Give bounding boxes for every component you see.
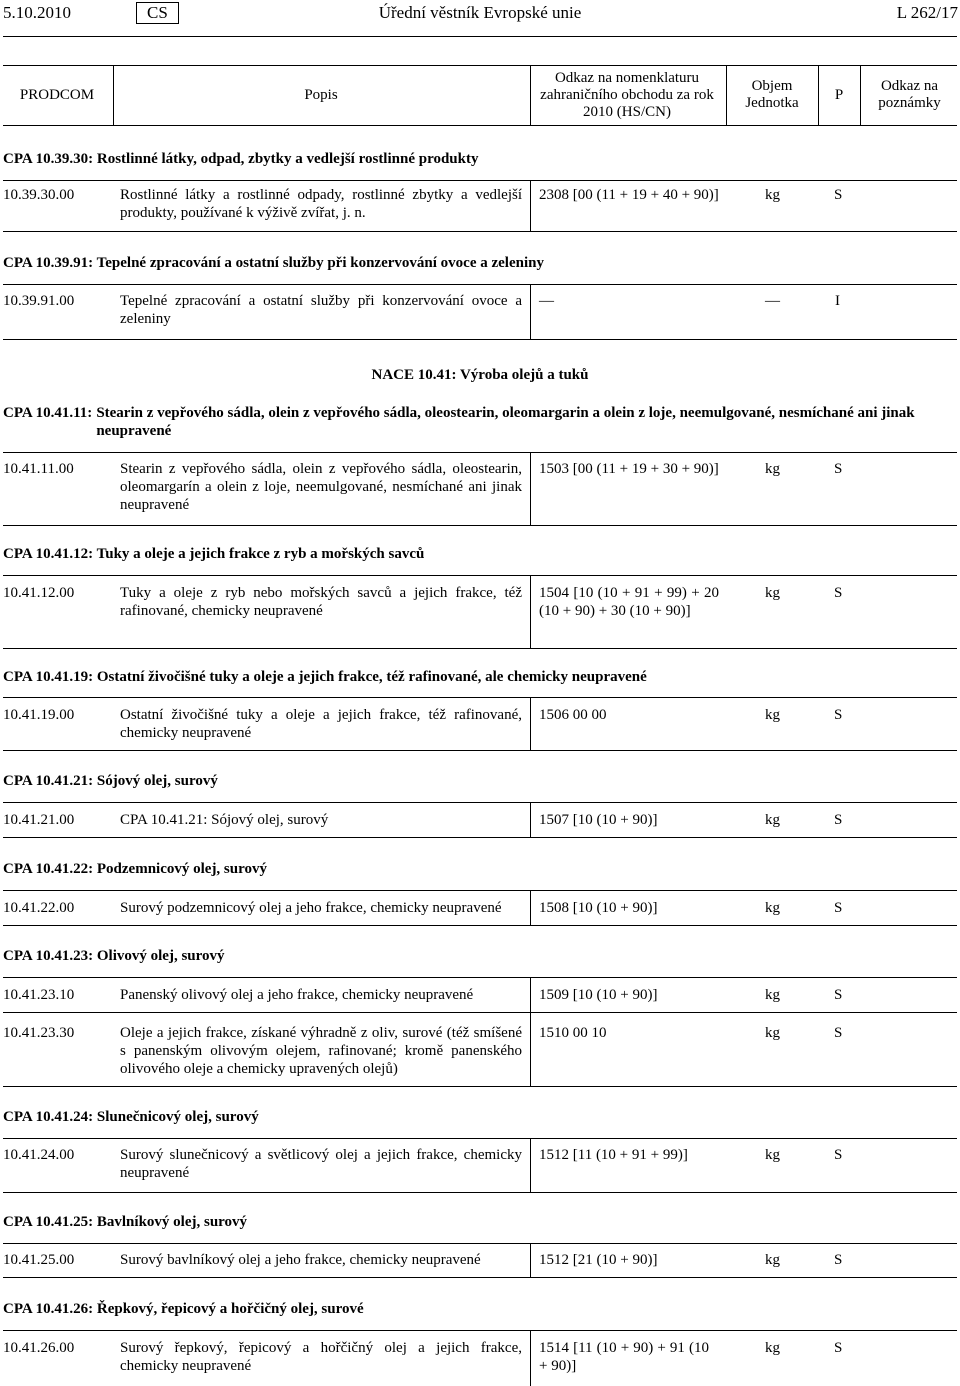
p-flag: S xyxy=(834,1340,843,1356)
unit: kg xyxy=(765,1147,780,1163)
p-flag: S xyxy=(834,461,843,477)
unit: kg xyxy=(765,1340,780,1356)
p-flag: S xyxy=(834,187,843,203)
row-rule xyxy=(3,339,957,340)
row-description: Oleje a jejich frakce, získané výhradně z oliv, surové (též smíšené s panenským olivovým olejem, rafinované; kromě panenského olivového oleje a chemicky upravených olejů) xyxy=(120,1025,522,1077)
unit: kg xyxy=(765,187,780,203)
col-prodcom: PRODCOM xyxy=(19,86,95,103)
hs-reference: — xyxy=(539,293,554,309)
row-rule xyxy=(3,180,957,181)
unit: — xyxy=(765,293,780,309)
col-jednotka: Jednotka xyxy=(745,95,799,111)
col-divider xyxy=(530,453,531,525)
hs-reference: 1508 [10 (10 + 90)] xyxy=(539,900,658,916)
hs-reference: 1510 00 10 xyxy=(539,1025,607,1041)
hs-reference: 1503 [00 (11 + 19 + 30 + 90)] xyxy=(539,461,719,477)
col-divider xyxy=(530,1013,531,1086)
unit: kg xyxy=(765,1025,780,1041)
cpa-heading: CPA 10.41.25: Bavlníkový olej, surový xyxy=(3,1214,248,1230)
col-divider xyxy=(530,181,531,231)
cpa-heading: CPA 10.41.23: Olivový olej, surový xyxy=(3,948,225,964)
unit: kg xyxy=(765,900,780,916)
col-objem-jednotka xyxy=(728,66,816,124)
row-rule xyxy=(3,750,957,751)
prodcom-code: 10.41.24.00 xyxy=(3,1147,75,1163)
row-rule xyxy=(3,925,957,926)
col-divider xyxy=(530,285,531,339)
prodcom-code: 10.41.21.00 xyxy=(3,812,75,828)
row-rule xyxy=(3,1012,957,1013)
cpa-heading: CPA 10.41.12: Tuky a oleje a jejich frakce z ryb a mořských savců xyxy=(3,546,425,562)
row-description: Tepelné zpracování a ostatní služby při konzervování ovoce a zeleniny xyxy=(120,293,522,327)
col-divider xyxy=(726,66,727,125)
unit: kg xyxy=(765,1252,780,1268)
col-divider xyxy=(530,1331,531,1386)
col-divider xyxy=(530,978,531,1012)
row-description: Surový řepkový, řepicový a hořčičný olej a jejich frakce, chemicky neupravené xyxy=(120,1340,522,1374)
unit: kg xyxy=(765,585,780,601)
col-divider xyxy=(530,66,531,125)
col-divider xyxy=(530,1244,531,1277)
p-flag: S xyxy=(834,1147,843,1163)
row-rule xyxy=(3,802,957,803)
p-flag: S xyxy=(834,585,843,601)
row-description: Surový podzemnicový olej a jeho frakce, chemicky neupravené xyxy=(120,900,502,916)
row-description: CPA 10.41.21: Sójový olej, surový xyxy=(120,812,329,828)
col-p: P xyxy=(834,86,844,103)
row-rule xyxy=(3,1277,957,1278)
cpa-heading: CPA 10.41.24: Slunečnicový olej, surový xyxy=(3,1109,259,1125)
col-divider xyxy=(530,1139,531,1192)
row-rule xyxy=(3,1243,957,1244)
row-description: Rostlinné látky a rostlinné odpady, rostlinné zbytky a vedlejší produkty, používané k výživě zvířat, j. n. xyxy=(120,187,522,221)
journal-title: Úřední věstník Evropské unie xyxy=(378,3,582,22)
p-flag: I xyxy=(835,293,840,309)
cpa-heading: CPA 10.41.21: Sójový olej, surový xyxy=(3,773,218,789)
column-header-bottom-rule xyxy=(3,125,957,126)
hs-reference: 1506 00 00 xyxy=(539,707,607,723)
row-rule xyxy=(3,648,957,649)
row-rule xyxy=(3,890,957,891)
col-odkaz-hs: Odkaz na nomenklaturu zahraničního obchodu za rok 2010 (HS/CN) xyxy=(540,69,714,120)
col-divider xyxy=(860,66,861,125)
col-popis: Popis xyxy=(304,86,338,103)
col-objem: Objem xyxy=(751,78,793,94)
prodcom-code: 10.41.26.00 xyxy=(3,1340,75,1356)
prodcom-code: 10.41.11.00 xyxy=(3,461,74,477)
col-divider xyxy=(530,891,531,925)
row-rule xyxy=(3,1192,957,1193)
row-description: Tuky a oleje z ryb nebo mořských savců a jejich frakce, též rafinované, chemicky neupravené xyxy=(120,585,522,619)
row-rule xyxy=(3,575,957,576)
prodcom-code: 10.41.25.00 xyxy=(3,1252,75,1268)
cpa-heading-text xyxy=(3,404,953,440)
p-flag: S xyxy=(834,707,843,723)
row-rule xyxy=(3,284,957,285)
issue-date: 5.10.2010 xyxy=(3,3,71,22)
hs-reference: 1504 [10 (10 + 91 + 99) + 20 (10 + 90) + 30 (10 + 90)] xyxy=(539,585,719,619)
hs-reference: 1509 [10 (10 + 90)] xyxy=(539,987,658,1003)
row-description: Panenský olivový olej a jeho frakce, chemicky neupravené xyxy=(120,987,474,1003)
nace-heading: NACE 10.41: Výroba olejů a tuků xyxy=(371,367,589,383)
row-rule xyxy=(3,452,957,453)
hs-reference: 1514 [11 (10 + 90) + 91 (10 + 90)] xyxy=(539,1340,709,1374)
hs-reference: 1507 [10 (10 + 90)] xyxy=(539,812,658,828)
row-rule xyxy=(3,697,957,698)
cpa-heading: CPA 10.41.19: Ostatní živočišné tuky a oleje a jejich frakce, též rafinované, ale chemicky neupravené xyxy=(3,669,647,685)
row-rule xyxy=(3,1086,957,1087)
col-poznamky: Odkaz na poznámky xyxy=(878,78,941,111)
unit: kg xyxy=(765,987,780,1003)
cpa-title: Stearin z vepřového sádla, olein z vepřového sádla, oleostearin, oleomargarin a olein z loje, neemulgované, nesmíchané ani jinak neupravené xyxy=(96,405,915,439)
row-description: Surový bavlníkový olej a jeho frakce, chemicky neupravené xyxy=(120,1252,481,1268)
row-description: Stearin z vepřového sádla, olein z vepřového sádla, oleostearin, oleomargarín a olein z loje, neemulgované, nesmíchané ani jinak neupravené xyxy=(120,461,522,513)
p-flag: S xyxy=(834,987,843,1003)
prodcom-code: 10.41.23.30 xyxy=(3,1025,75,1041)
cpa-heading: CPA 10.41.26: Řepkový, řepicový a hořčičný olej, surové xyxy=(3,1301,364,1317)
hs-reference: 2308 [00 (11 + 19 + 40 + 90)] xyxy=(539,187,719,203)
unit: kg xyxy=(765,812,780,828)
col-divider xyxy=(530,803,531,837)
prodcom-code: 10.41.19.00 xyxy=(3,707,75,723)
row-rule xyxy=(3,1330,957,1331)
p-flag: S xyxy=(834,812,843,828)
prodcom-code: 10.41.23.10 xyxy=(3,987,75,1003)
hs-reference: 1512 [21 (10 + 90)] xyxy=(539,1252,658,1268)
page-number: L 262/17 xyxy=(896,3,958,22)
p-flag: S xyxy=(834,900,843,916)
page-header xyxy=(0,0,960,30)
unit: kg xyxy=(765,707,780,723)
row-rule xyxy=(3,1138,957,1139)
col-divider xyxy=(530,576,531,648)
row-description: Surový slunečnicový a světlicový olej a jejich frakce, chemicky neupravené xyxy=(120,1147,522,1181)
cpa-heading: CPA 10.39.91: Tepelné zpracování a ostatní služby při konzervování ovoce a zeleniny xyxy=(3,255,544,271)
row-rule xyxy=(3,837,957,838)
col-divider xyxy=(530,698,531,750)
header-rule xyxy=(3,36,957,37)
p-flag: S xyxy=(834,1025,843,1041)
col-divider xyxy=(818,66,819,125)
cpa-heading: CPA 10.39.30: Rostlinné látky, odpad, zbytky a vedlejší rostlinné produkty xyxy=(3,151,479,167)
hs-reference: 1512 [11 (10 + 91 + 99)] xyxy=(539,1147,688,1163)
cpa-heading: CPA 10.41.22: Podzemnicový olej, surový xyxy=(3,861,268,877)
p-flag: S xyxy=(834,1252,843,1268)
row-rule xyxy=(3,525,957,526)
row-description: Ostatní živočišné tuky a oleje a jejich frakce, též rafinované, chemicky neupravené xyxy=(120,707,522,741)
row-rule xyxy=(3,231,957,232)
prodcom-code: 10.39.30.00 xyxy=(3,187,75,203)
unit: kg xyxy=(765,461,780,477)
cpa-code: CPA 10.41.11: xyxy=(3,405,93,421)
prodcom-code: 10.39.91.00 xyxy=(3,293,75,309)
language-badge: CS xyxy=(136,2,179,24)
prodcom-code: 10.41.12.00 xyxy=(3,585,75,601)
prodcom-code: 10.41.22.00 xyxy=(3,900,75,916)
col-divider xyxy=(113,66,114,125)
row-rule xyxy=(3,977,957,978)
